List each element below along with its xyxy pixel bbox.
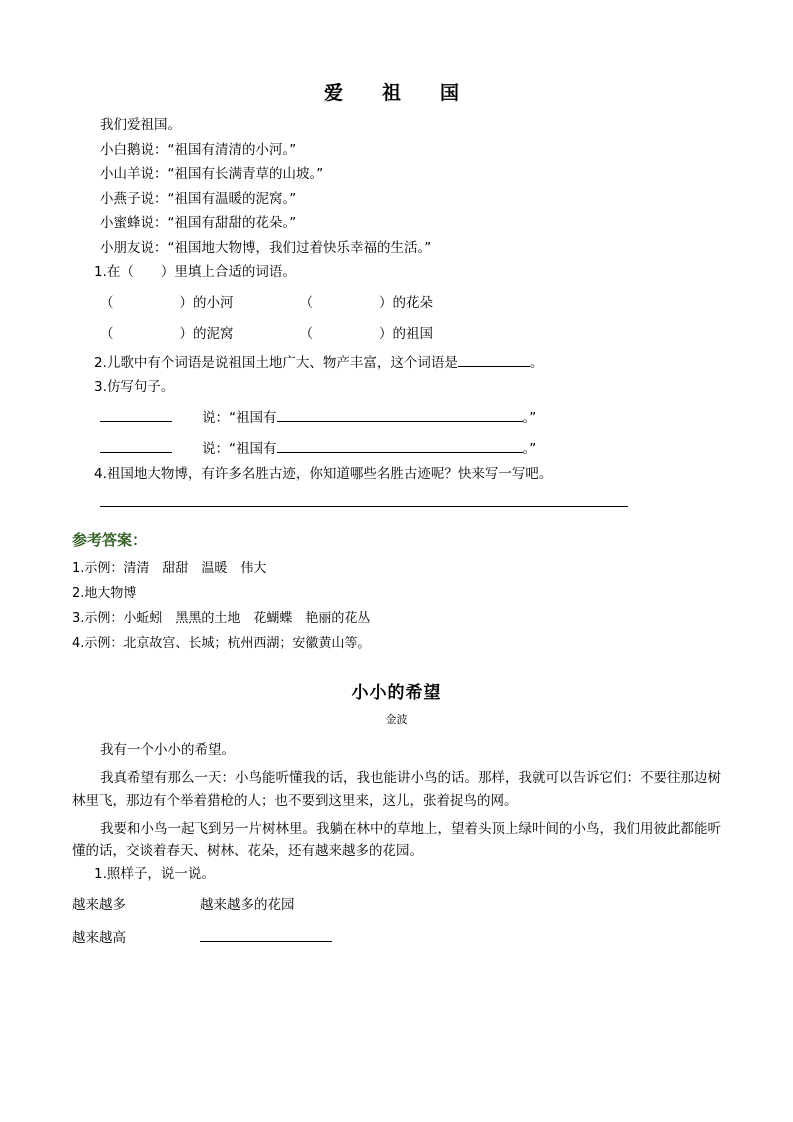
fill-label: ）的小河 [179, 294, 234, 311]
question-2-suffix: 。 [529, 354, 544, 371]
example-row-1 [72, 893, 721, 913]
answers-heading: 参考答案： [72, 531, 148, 549]
answer-item: 1.示例：清清 甜甜 温暖 伟大 [72, 561, 267, 576]
answer-blank[interactable] [200, 928, 332, 942]
question-4: 4.祖国地大物博，有许多名胜古迹，你知道哪些名胜古迹呢？快来写一写吧。 [94, 465, 553, 482]
section-2-question-1: 1.照样子，说一说。 [94, 866, 215, 883]
fill-row-1 [72, 291, 721, 311]
section-2-author: 金波 [385, 713, 408, 726]
question-2 [72, 353, 721, 371]
answer-item: 2.地大物博 [72, 586, 137, 601]
fill-row-2 [72, 322, 721, 342]
paren-open: （ [100, 294, 114, 311]
answer-blank[interactable] [277, 439, 523, 453]
fill-label: ）的花朵 [379, 294, 433, 311]
answer-blank[interactable] [277, 408, 523, 422]
paren-open: （ [299, 294, 313, 311]
text-line: 我们爱祖国。 [100, 117, 181, 133]
text-line: 小山羊说：“祖国有长满青草的山坡。” [100, 166, 324, 182]
example-left: 越来越高 [72, 929, 126, 946]
question-2-text: 2.儿歌中有个词语是说祖国土地广大、物产丰富，这个词语是 [94, 354, 458, 371]
answer-blank[interactable] [458, 353, 530, 367]
fill-label: ）的祖国 [379, 325, 433, 342]
paren-open: （ [100, 325, 114, 342]
text-line: 小燕子说：“祖国有温暖的泥窝。” [100, 190, 297, 207]
sentence-prefix: 说：“祖国有 [202, 409, 277, 426]
answer-blank[interactable] [100, 439, 172, 453]
question-3: 3.仿写句子。 [94, 379, 175, 395]
paren-open: （ [299, 325, 313, 342]
answer-blank[interactable] [100, 408, 172, 422]
sentence-suffix: 。” [522, 440, 537, 457]
text-line: 小朋友说：“祖国地大物博，我们过着快乐幸福的生活。” [100, 239, 432, 256]
paragraph: 我真希望有那么一天：小鸟能听懂我的话，我也能讲小鸟的话。那样，我就可以告诉它们：不要往那边树林里飞，那边有个举着猎枪的人；也不要到这里来，这儿，张着捉鸟的网。 [72, 770, 721, 809]
question-1: 1.在（ ）里填上合适的词语。 [94, 264, 296, 280]
fill-label: ）的泥窝 [179, 325, 234, 342]
text-line: 小白鹅说：“祖国有清清的小河。” [100, 141, 297, 158]
example-row-2 [72, 926, 721, 946]
sentence-row-1 [72, 406, 721, 426]
section-2-title: 小小的希望 [351, 683, 442, 703]
paragraph: 我有一个小小的希望。 [100, 742, 235, 758]
page-title: 爱 祖 国 [323, 82, 469, 104]
example-right: 越来越多的花园 [200, 896, 295, 913]
paragraph: 我要和小鸟一起飞到另一片树林里。我躺在林中的草地上，望着头顶上绿叶间的小鸟，我们用彼此都能听懂的话，交谈着春天、树林、花朵，还有越来越多的花园。 [72, 820, 721, 860]
sentence-suffix: 。” [522, 409, 537, 426]
answer-item: 4.示例：北京故宫、长城；杭州西湖；安徽黄山等。 [72, 636, 371, 651]
sentence-row-2 [72, 437, 721, 457]
answer-item: 3.示例：小蚯蚓 黑黑的土地 花蝴蝶 艳丽的花丛 [72, 611, 371, 626]
answer-blank-line[interactable] [100, 492, 628, 507]
text-line: 小蜜蜂说：“祖国有甜甜的花朵。” [100, 215, 297, 231]
sentence-prefix: 说：“祖国有 [202, 440, 277, 457]
example-left: 越来越多 [72, 896, 126, 913]
